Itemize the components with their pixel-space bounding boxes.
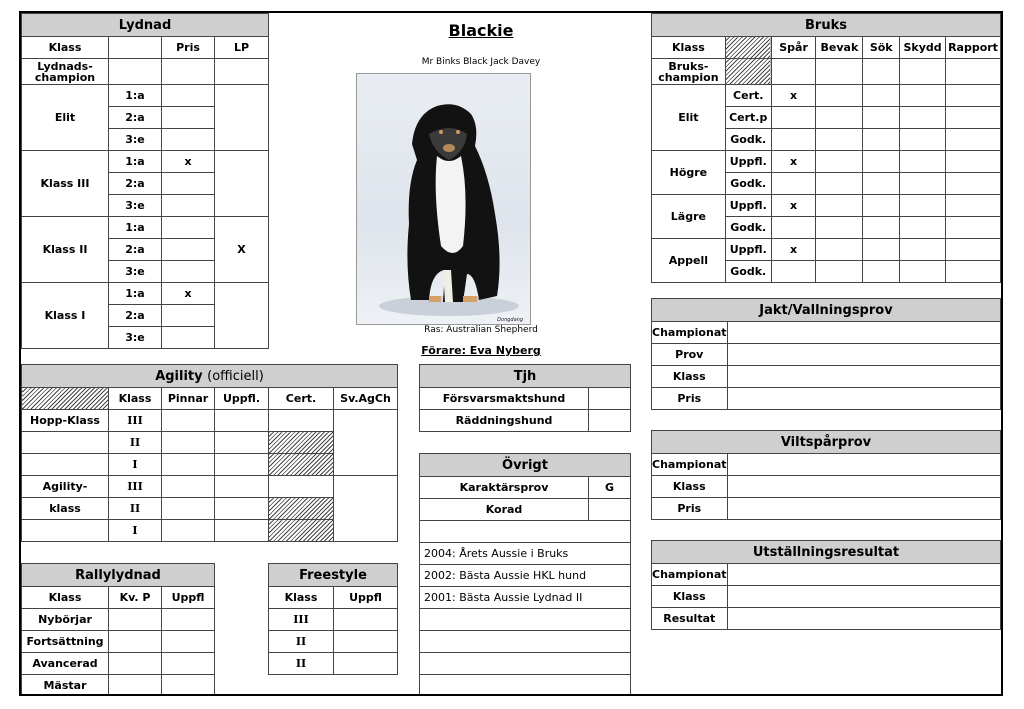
dog-registered-name: Mr Binks Black Jack Davey bbox=[421, 57, 541, 67]
utst-row-label: Resultat bbox=[652, 608, 728, 630]
lydnad-mark-k3: x bbox=[162, 151, 215, 173]
lydnad-header-klass: Klass bbox=[22, 37, 109, 59]
agility-header-klass: Klass bbox=[109, 388, 162, 410]
lydnad-table bbox=[21, 13, 269, 349]
hatched-cell bbox=[22, 388, 109, 410]
freestyle-level: II bbox=[269, 631, 334, 653]
lydnad-group-klass2: Klass II bbox=[22, 217, 109, 283]
jakt-row-label: Klass bbox=[652, 366, 728, 388]
agility-level: II bbox=[109, 432, 162, 454]
agility-level: II bbox=[109, 498, 162, 520]
place-label: 1:a bbox=[109, 217, 162, 239]
page-title: Blackie bbox=[448, 21, 514, 40]
bruks-mark: x bbox=[771, 151, 816, 173]
bruks-row-label: Uppfl. bbox=[725, 151, 771, 173]
photo-credit: Dongdang bbox=[497, 317, 523, 323]
utst-row-label: Klass bbox=[652, 586, 728, 608]
rally-header-klass: Klass bbox=[22, 587, 109, 609]
viltspar-table bbox=[651, 430, 1001, 520]
dog-illustration bbox=[357, 74, 531, 325]
place-label: 2:a bbox=[109, 305, 162, 327]
bruks-header-sok: Sök bbox=[863, 37, 900, 59]
bruks-header-bevak: Bevak bbox=[816, 37, 863, 59]
agility-title bbox=[22, 365, 398, 388]
bruks-title: Bruks bbox=[652, 14, 1001, 37]
rally-header-kvp: Kv. P bbox=[109, 587, 162, 609]
jakt-title: Jakt/Vallningsprov bbox=[652, 299, 1001, 322]
freestyle-level: III bbox=[269, 609, 334, 631]
agility-subtitle: (officiell) bbox=[207, 368, 264, 384]
tjh-row-label: Räddningshund bbox=[420, 410, 589, 432]
hatched-cell bbox=[269, 432, 334, 454]
utstallning-table bbox=[651, 540, 1001, 630]
ovrigt-table bbox=[419, 453, 631, 696]
rally-row-label: Fortsättning bbox=[22, 631, 109, 653]
karaktar-value: G bbox=[589, 477, 631, 499]
bruks-header-klass: Klass bbox=[652, 37, 726, 59]
freestyle-table bbox=[268, 563, 398, 675]
agility-klass-label-1: Agility- bbox=[22, 476, 109, 498]
bruks-row-label: Cert. bbox=[725, 85, 771, 107]
tjh-title: Tjh bbox=[420, 365, 631, 388]
vilt-row-label: Championat bbox=[652, 454, 728, 476]
bruks-row-label: Uppfl. bbox=[725, 195, 771, 217]
vilt-title: Viltspårprov bbox=[652, 431, 1001, 454]
agility-level: I bbox=[109, 520, 162, 542]
bruks-row-label: Godk. bbox=[725, 217, 771, 239]
dog-photo bbox=[356, 73, 531, 325]
dog-merit-sheet bbox=[19, 11, 1003, 696]
tjh-table bbox=[419, 364, 631, 432]
lydnad-header-lp: LP bbox=[215, 37, 269, 59]
bruks-header-skydd: Skydd bbox=[900, 37, 946, 59]
agility-header-cert: Cert. bbox=[269, 388, 334, 410]
place-label: 3:e bbox=[109, 195, 162, 217]
rally-row-label: Mästar bbox=[22, 675, 109, 697]
agility-header-uppfl: Uppfl. bbox=[215, 388, 269, 410]
jakt-row-label: Championat bbox=[652, 322, 728, 344]
lydnad-champion-label: Lydnads- champion bbox=[22, 59, 109, 85]
place-label: 2:a bbox=[109, 239, 162, 261]
lydnad-lp-mark-k2: X bbox=[215, 217, 269, 283]
agility-klass-label-2: klass bbox=[22, 498, 109, 520]
bruks-table bbox=[651, 13, 1001, 283]
lydnad-group-elit: Elit bbox=[22, 85, 109, 151]
rallylydnad-table bbox=[21, 563, 215, 696]
tjh-row-label: Försvarsmaktshund bbox=[420, 388, 589, 410]
place-label: 2:a bbox=[109, 107, 162, 129]
vilt-row-label: Klass bbox=[652, 476, 728, 498]
place-label: 3:e bbox=[109, 129, 162, 151]
utst-row-label: Championat bbox=[652, 564, 728, 586]
lydnad-header-pris: Pris bbox=[162, 37, 215, 59]
bruks-mark: x bbox=[771, 239, 816, 261]
agility-level: III bbox=[109, 410, 162, 432]
agility-header-pinnar: Pinnar bbox=[162, 388, 215, 410]
agility-table bbox=[21, 364, 398, 542]
lydnad-title: Lydnad bbox=[22, 14, 269, 37]
place-label: 3:e bbox=[109, 327, 162, 349]
lydnad-group-klass3: Klass III bbox=[22, 151, 109, 217]
rally-row-label: Nybörjar bbox=[22, 609, 109, 631]
lydnad-group-klass1: Klass I bbox=[22, 283, 109, 349]
rally-title: Rallylydnad bbox=[22, 564, 215, 587]
hatched-cell bbox=[725, 37, 771, 59]
jakt-table bbox=[651, 298, 1001, 410]
freestyle-level: II bbox=[269, 653, 334, 675]
ovrigt-row-label: Karaktärsprov bbox=[420, 477, 589, 499]
bruks-row-label: Cert.p bbox=[725, 107, 771, 129]
place-label: 3:e bbox=[109, 261, 162, 283]
agility-level: I bbox=[109, 454, 162, 476]
bruks-header-rapport: Rapport bbox=[946, 37, 1001, 59]
ovrigt-note: 2004: Årets Aussie i Bruks bbox=[420, 543, 631, 565]
hatched-cell bbox=[269, 498, 334, 520]
breed-label: Ras: Australian Shepherd bbox=[424, 325, 538, 335]
bruks-row-label: Godk. bbox=[725, 261, 771, 283]
handler-label: Förare: Eva Nyberg bbox=[421, 344, 541, 357]
bruks-row-label: Uppfl. bbox=[725, 239, 771, 261]
agility-level: III bbox=[109, 476, 162, 498]
bruks-group-lagre: Lägre bbox=[652, 195, 726, 239]
jakt-row-label: Prov bbox=[652, 344, 728, 366]
rally-header-uppfl: Uppfl bbox=[162, 587, 215, 609]
freestyle-title: Freestyle bbox=[269, 564, 398, 587]
bruks-header-spar: Spår bbox=[771, 37, 816, 59]
bruks-group-elit: Elit bbox=[652, 85, 726, 151]
bruks-row-label: Godk. bbox=[725, 129, 771, 151]
bruks-group-appell: Appell bbox=[652, 239, 726, 283]
agility-header-svagch: Sv.AgCh bbox=[334, 388, 398, 410]
hatched-cell bbox=[269, 454, 334, 476]
bruks-mark: x bbox=[771, 85, 816, 107]
place-label: 1:a bbox=[109, 151, 162, 173]
bruks-champion-label: Bruks- champion bbox=[652, 59, 726, 85]
hatched-cell bbox=[269, 520, 334, 542]
lydnad-mark-k1: x bbox=[162, 283, 215, 305]
place-label: 1:a bbox=[109, 283, 162, 305]
place-label: 1:a bbox=[109, 85, 162, 107]
freestyle-header-klass: Klass bbox=[269, 587, 334, 609]
rally-row-label: Avancerad bbox=[22, 653, 109, 675]
agility-hopp-label: Hopp-Klass bbox=[22, 410, 109, 432]
ovrigt-title: Övrigt bbox=[420, 454, 631, 477]
agility-title-text: Agility bbox=[155, 368, 203, 384]
freestyle-header-uppfl: Uppfl bbox=[334, 587, 398, 609]
ovrigt-row-label: Korad bbox=[420, 499, 589, 521]
bruks-mark: x bbox=[771, 195, 816, 217]
utst-title: Utställningsresultat bbox=[652, 541, 1001, 564]
ovrigt-note: 2002: Bästa Aussie HKL hund bbox=[420, 565, 631, 587]
hatched-cell bbox=[725, 59, 771, 85]
jakt-row-label: Pris bbox=[652, 388, 728, 410]
lydnad-header-empty bbox=[109, 37, 162, 59]
vilt-row-label: Pris bbox=[652, 498, 728, 520]
place-label: 2:a bbox=[109, 173, 162, 195]
bruks-row-label: Godk. bbox=[725, 173, 771, 195]
bruks-group-hogre: Högre bbox=[652, 151, 726, 195]
ovrigt-note: 2001: Bästa Aussie Lydnad II bbox=[420, 587, 631, 609]
